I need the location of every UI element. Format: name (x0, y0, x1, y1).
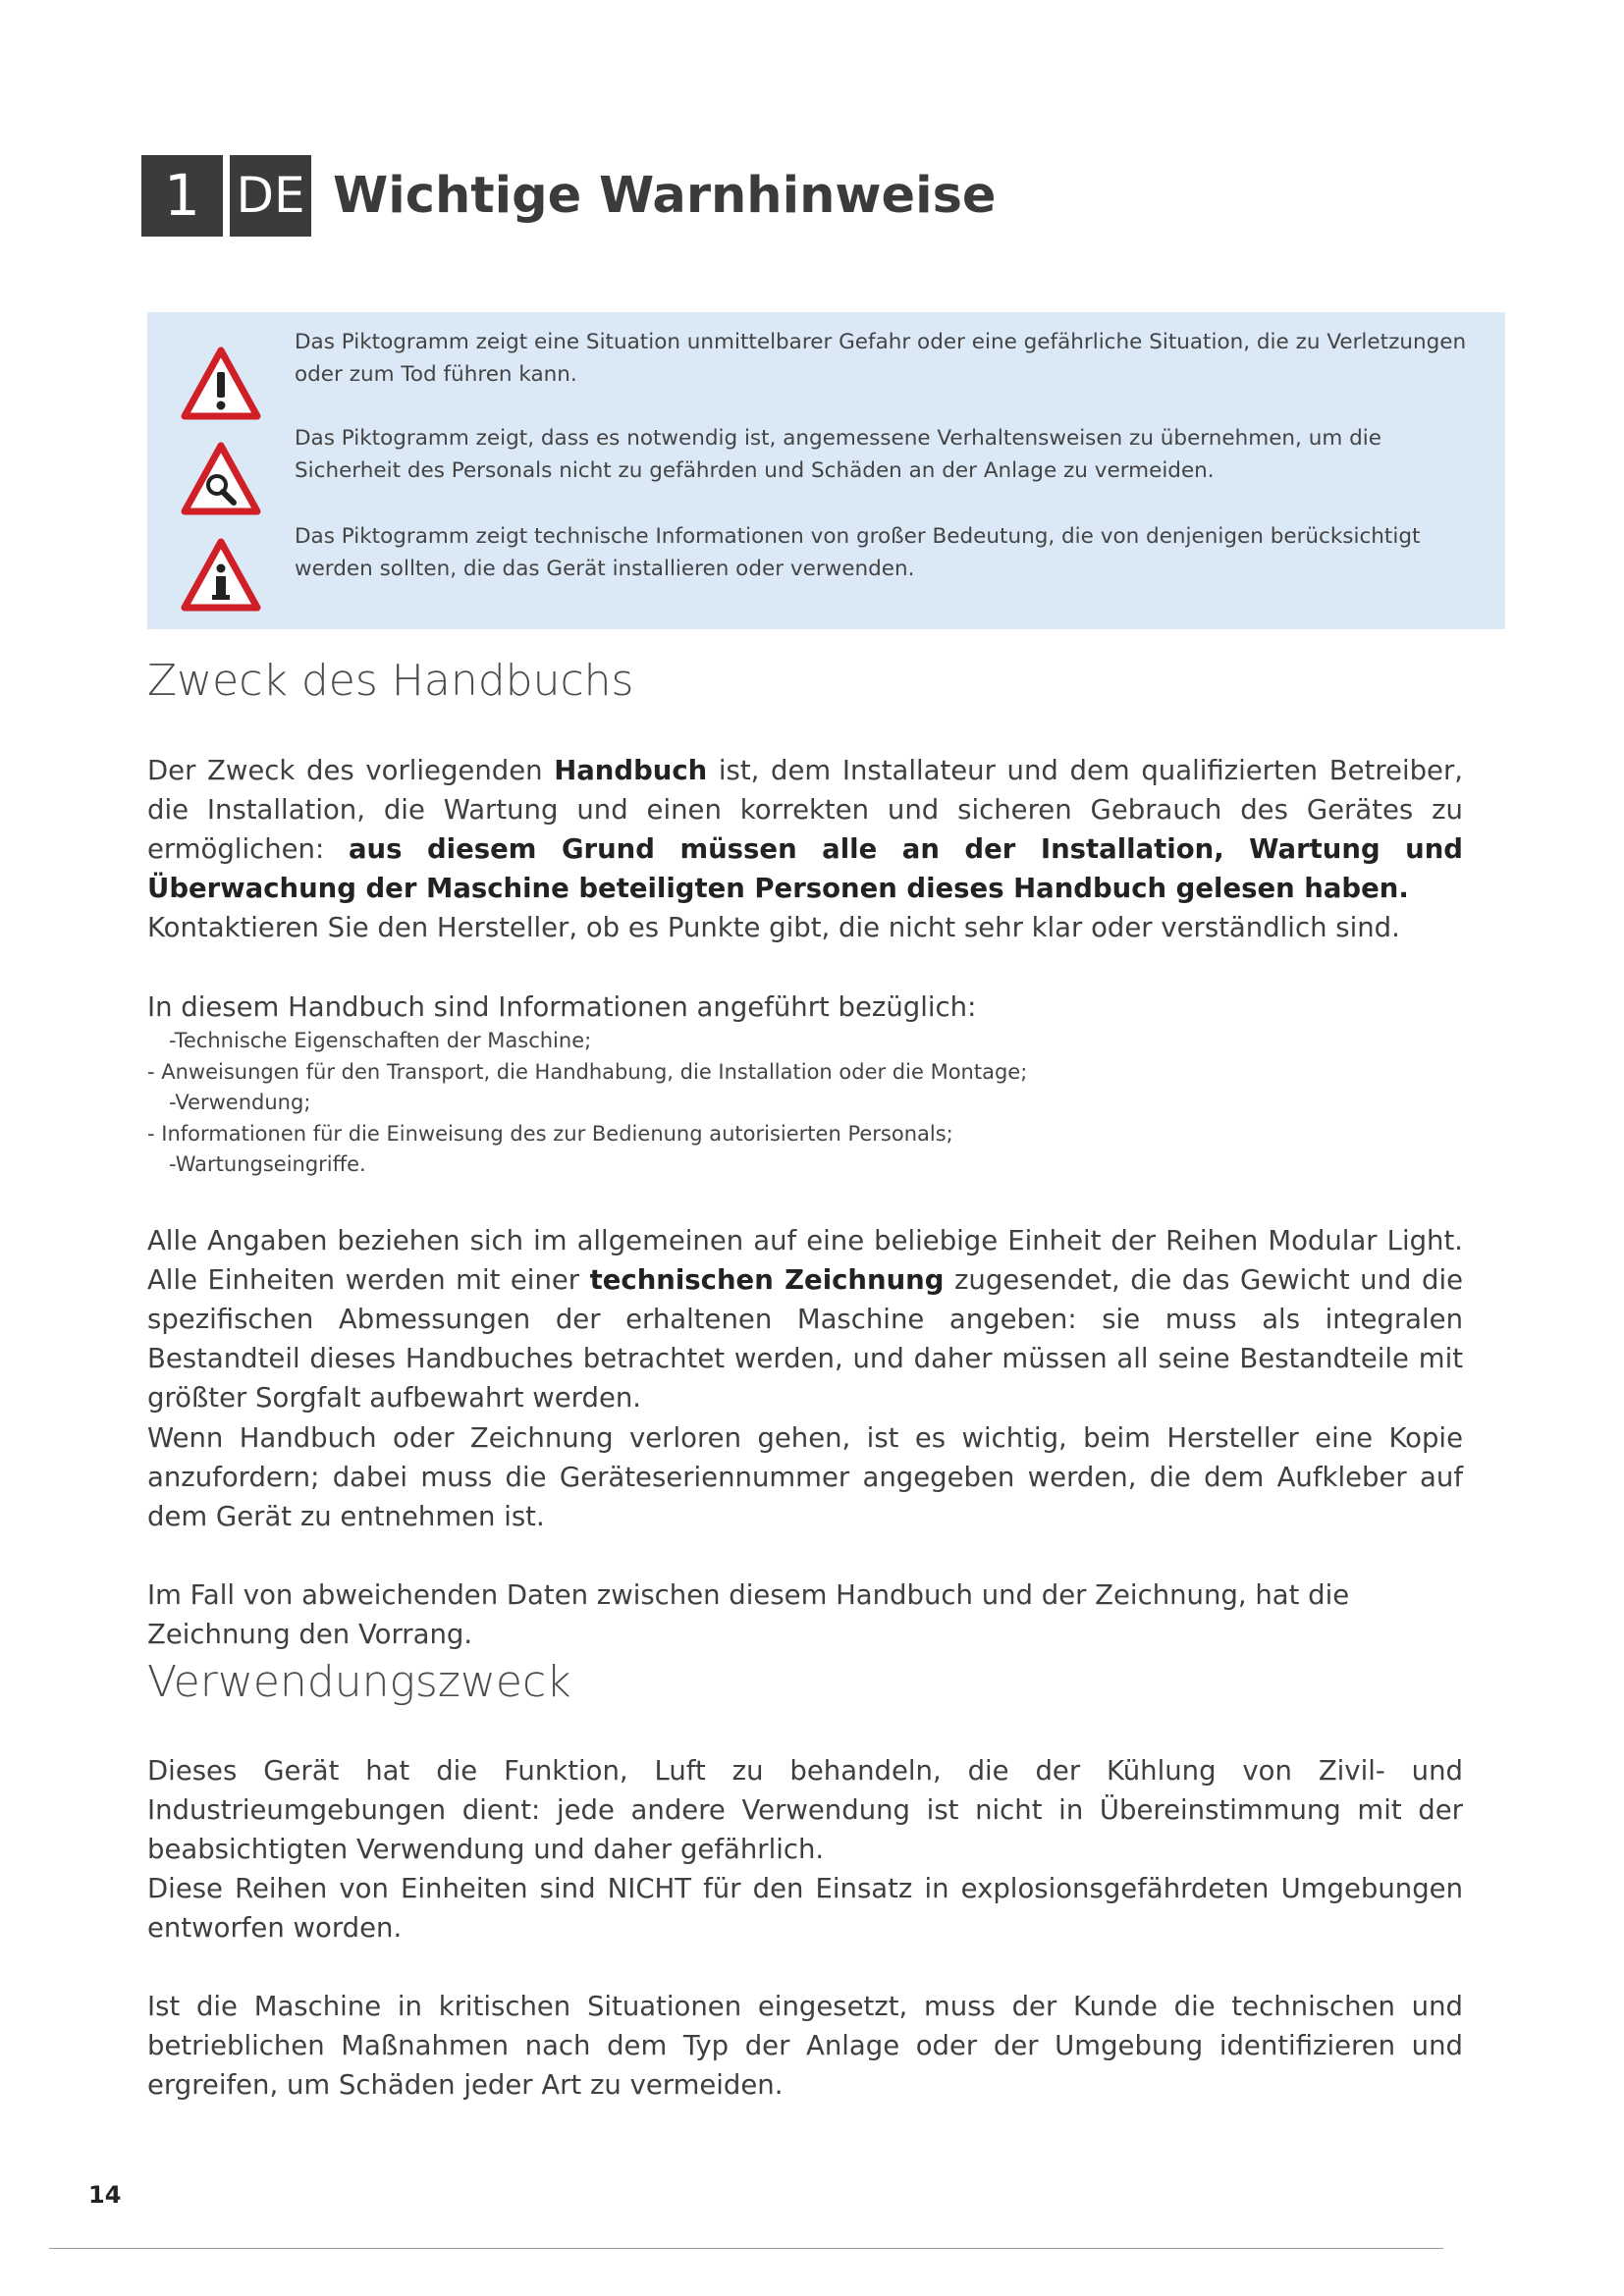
paragraph-function: Dieses Gerät hat die Funktion, Luft zu behandeln, die der Kühlung von Zivil- und Industrieumgebungen dient: jede andere Verwendung ist nicht in Übereinstimmung mit der beabsichtigten Verwendung und daher gefährlich. (147, 1755, 1463, 1865)
paragraph-critical: Ist die Maschine in kritischen Situationen eingesetzt, muss der Kunde die technischen und betrieblichen Maßnahmen nach dem Typ der Anlage oder der Umgebung identifizieren und ergreifen, um Schäden jeder Art zu vermeiden. (147, 1991, 1463, 2101)
footer-divider (49, 2248, 1443, 2249)
warning-text: Das Piktogramm zeigt, dass es notwendig ist, angemessene Verhaltensweisen zu übernehmen, um die Sicherheit des Personals nicht zu gefährden und Schäden an der Anlage zu vermeiden. (295, 426, 1381, 483)
paragraph-explosion: Diese Reihen von Einheiten sind NICHT für den Einsatz in explosionsgefährdeten Umgebungen entworfen worden. (147, 1873, 1463, 1944)
paragraph-drawing (147, 1221, 1463, 1417)
bold-text: aus diesem Grund müssen alle an der Installation, Wartung und Überwachung der Maschine beteiligten Personen dieses Handbuch gelesen haben. (147, 833, 1463, 904)
section-heading: Verwendungszweck (147, 1657, 571, 1707)
list-item: -Wartungseingriffe. (169, 1152, 366, 1176)
bold-text: Handbuch (554, 755, 708, 786)
info-warning-icon (181, 538, 261, 613)
paragraph-lost-manual: Wenn Handbuch oder Zeichnung verloren gehen, ist es wichtig, beim Hersteller eine Kopie anzufordern; dabei muss die Geräteseriennummer angegeben werden, die dem Aufkleber auf dem Gerät zu entnehmen ist. (147, 1422, 1463, 1532)
page-number: 14 (88, 2181, 122, 2209)
section-heading: Zweck des Handbuchs (147, 656, 634, 706)
list-item: -Verwendung; (169, 1091, 311, 1114)
bold-text: technischen Zeichnung (589, 1264, 945, 1296)
warning-box (147, 312, 1505, 629)
warning-text: Das Piktogramm zeigt technische Informationen von großer Bedeutung, die von denjenigen berücksichtigt werden sollten, die das Gerät installieren oder verwenden. (295, 524, 1421, 581)
chapter-title: Wichtige Warnhinweise (333, 167, 997, 225)
text-run: Der Zweck des vorliegenden (147, 755, 555, 786)
chapter-number: 1 (141, 155, 223, 237)
chapter-header (141, 155, 997, 237)
danger-warning-icon (181, 347, 261, 421)
paragraph-info-intro: In diesem Handbuch sind Informationen angeführt bezüglich: (147, 991, 977, 1023)
info-list (147, 1026, 1027, 1181)
paragraph-priority: Im Fall von abweichenden Daten zwischen diesem Handbuch und der Zeichnung, hat die Zeichnung den Vorrang. (147, 1579, 1350, 1650)
list-item: - Anweisungen für den Transport, die Handhabung, die Installation oder die Montage; (147, 1059, 1028, 1084)
list-item: -Technische Eigenschaften der Maschine; (169, 1029, 592, 1052)
caution-magnifier-icon (181, 442, 261, 516)
text-run: zugesendet, die das Gewicht und die spezifischen Abmessungen der erhaltenen Maschine angeben: sie muss als integralen Bestandteil dieses Handbuches betrachtet werden, und daher müssen all seine Bestandteile mit größter Sorgfalt aufbewahrt werden. (147, 1264, 1464, 1414)
text-run: ist, dem Installateur und dem qualifizierten Betreiber, die Installation, die Wartung und einen korrekten und sicheren Gebrauch des Gerätes zu ermöglichen: (147, 755, 1464, 865)
paragraph-purpose (147, 751, 1463, 947)
list-item: - Informationen für die Einweisung des zur Bedienung autorisierten Personals; (147, 1121, 953, 1146)
text-run: Kontaktieren Sie den Hersteller, ob es Punkte gibt, die nicht sehr klar oder verständlich sind. (147, 912, 1400, 943)
warning-text: Das Piktogramm zeigt eine Situation unmittelbarer Gefahr oder eine gefährliche Situation, die zu Verletzungen oder zum Tod führen kann. (295, 330, 1467, 387)
language-badge: DE (230, 155, 311, 237)
text-run: Alle Angaben beziehen sich im allgemeinen auf eine beliebige Einheit der Reihen Modular Light. Alle Einheiten werden mit einer (147, 1225, 1463, 1296)
